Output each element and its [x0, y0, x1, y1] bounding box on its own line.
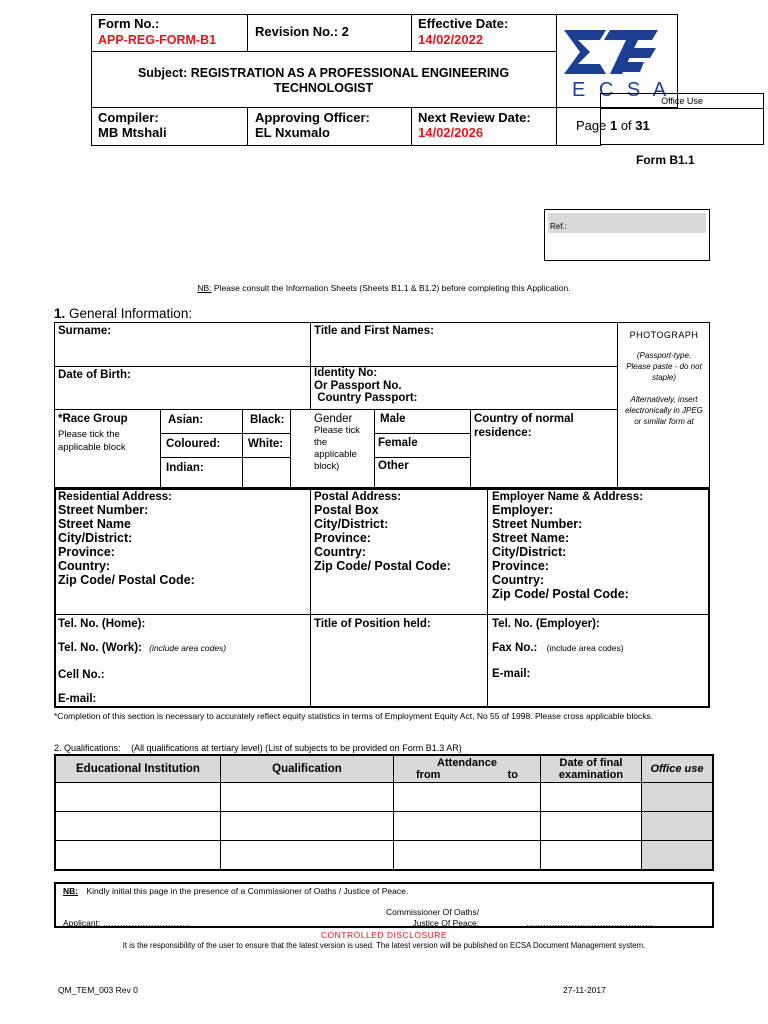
race-black: Black: — [250, 414, 285, 426]
identity-no-label: Identity No: — [314, 367, 378, 379]
residential-address-fields — [58, 503, 195, 587]
cell-date-final[interactable] — [541, 812, 642, 841]
postal-address-label: Postal Address: — [314, 491, 402, 503]
ecsa-logo — [560, 22, 672, 102]
cell-qualification[interactable] — [221, 783, 394, 812]
res-street-number: Street Number: — [58, 503, 149, 517]
photograph-note: (Passport-type. Please paste - do not staple) — [626, 351, 702, 382]
cell-no-label: Cell No.: — [58, 669, 105, 681]
race-group-label: *Race Group — [58, 413, 128, 425]
page-indicator: Page 1 of 31 — [576, 118, 650, 133]
race-coloured: Coloured: — [166, 438, 221, 450]
ecsa-logo-icon — [560, 22, 672, 82]
qualifications-header-row — [55, 755, 713, 783]
cell-institution[interactable] — [55, 841, 221, 871]
controlled-disclosure: CONTROLLED DISCLOSURE — [320, 930, 448, 940]
initial-note: NB: Kindly initial this page in the presence of a Commissioner of Oaths / Justice of Peace. — [63, 886, 409, 896]
col-attendance: Attendance from to — [394, 755, 541, 783]
cell-attendance[interactable] — [394, 841, 541, 871]
table-row — [55, 841, 713, 871]
emp-street-name: Street Name: — [492, 531, 570, 545]
template-date: 27-11-2017 — [563, 985, 606, 995]
emp-province: Province: — [492, 559, 549, 573]
gender-female: Female — [378, 437, 418, 449]
res-country: Country: — [58, 559, 111, 573]
responsibility-note: It is the responsibility of the user to ensure that the latest version is used. The latest version will be published on ECSA Document Management system. — [122, 941, 646, 950]
approving-officer-label: Approving Officer: — [255, 110, 370, 125]
ref-field[interactable]: Ref.: — [548, 213, 706, 233]
emp-employer: Employer: — [492, 503, 554, 517]
surname-label: Surname: — [58, 325, 112, 337]
commissioner-label: Commissioner Of Oaths/ Justice Of Peace: — [386, 907, 480, 928]
cell-office-use — [642, 841, 714, 871]
postal-box: Postal Box — [314, 503, 379, 517]
cell-attendance[interactable] — [394, 812, 541, 841]
template-code: QM_TEM_003 Rev 0 — [58, 985, 138, 995]
cell-office-use — [642, 783, 714, 812]
employer-address-label: Employer Name & Address: — [492, 491, 644, 503]
photograph-title: PHOTOGRAPH — [629, 330, 699, 340]
gender-label: Gender — [314, 413, 353, 425]
office-use-label: Office Use — [601, 94, 763, 109]
compiler-value: MB Mtshali — [98, 125, 167, 140]
col-institution: Educational Institution — [55, 755, 221, 783]
race-group-note: Please tick the applicable block — [58, 429, 126, 453]
cell-attendance[interactable] — [394, 783, 541, 812]
title-first-names-label: Title and First Names: — [314, 325, 434, 337]
employer-address-fields — [492, 503, 629, 601]
tel-employer-label: Tel. No. (Employer): — [492, 618, 600, 630]
emp-country: Country: — [492, 573, 545, 587]
tel-work-row: Tel. No. (Work): (include area codes) — [58, 642, 227, 654]
res-zip: Zip Code/ Postal Code: — [58, 573, 195, 587]
postal-address-fields — [314, 503, 451, 573]
next-review-value: 14/02/2026 — [418, 125, 484, 140]
postal-zip: Zip Code/ Postal Code: — [314, 559, 451, 573]
col-qualification: Qualification — [221, 755, 394, 783]
emp-street-number: Street Number: — [492, 517, 583, 531]
section-1-heading: 1. General Information: — [54, 306, 193, 321]
gender-other: Other — [378, 460, 409, 472]
cell-date-final[interactable] — [541, 841, 642, 871]
cell-institution[interactable] — [55, 812, 221, 841]
subject-line-2: TECHNOLOGIST — [273, 81, 374, 95]
ref-box — [544, 209, 710, 261]
col-office-use: Office use — [642, 755, 714, 783]
tel-home-label: Tel. No. (Home): — [58, 618, 146, 630]
effective-date-value: 14/02/2022 — [418, 32, 484, 47]
dob-label: Date of Birth: — [58, 369, 131, 381]
section-2-heading: 2. Qualifications: (All qualifications at tertiary level) (List of subjects to be provided on Form B1.3 AR) — [54, 743, 462, 753]
compiler-label: Compiler: — [98, 110, 159, 125]
equity-footnote: *Completion of this section is necessary to accurately reflect equity statistics in terms of Employment Equity Act, No 55 of 1998. Please cross applicable blocks. — [54, 711, 654, 721]
initial-box — [54, 882, 714, 928]
qualifications-table — [54, 754, 714, 871]
effective-date-label: Effective Date: — [418, 16, 509, 31]
postal-province: Province: — [314, 531, 371, 545]
photograph-box[interactable] — [618, 323, 709, 487]
applicant-initial-field[interactable]: Applicant: …………………………. — [63, 918, 191, 928]
emp-zip: Zip Code/ Postal Code: — [492, 587, 629, 601]
cell-institution[interactable] — [55, 783, 221, 812]
approving-officer-value: EL Nxumalo — [255, 125, 330, 140]
col-date-final: Date of final examination — [541, 755, 642, 783]
table-row — [55, 812, 713, 841]
race-indian: Indian: — [166, 462, 204, 474]
fax-row: Fax No.: (include area codes) — [492, 642, 624, 654]
email-label: E-mail: — [58, 693, 97, 705]
table-row — [55, 783, 713, 812]
commissioner-initial-field[interactable]: ……………………………………… — [526, 918, 654, 928]
next-review-label: Next Review Date: — [418, 110, 531, 125]
gender-male: Male — [380, 413, 406, 425]
form-no-label: Form No.: — [98, 16, 160, 31]
country-passport-label: Country Passport: — [314, 392, 418, 404]
gender-note: Please tick the applicable block) — [314, 425, 360, 472]
revision-no: Revision No.: 2 — [255, 24, 349, 39]
emp-city: City/District: — [492, 545, 567, 559]
form-id: Form B1.1 — [636, 153, 695, 167]
postal-country: Country: — [314, 545, 367, 559]
race-white: White: — [248, 438, 284, 450]
ecsa-logo-text: E C S A — [572, 79, 671, 101]
race-indian-checkbox[interactable] — [243, 458, 290, 488]
cell-office-use — [642, 812, 714, 841]
subject-line-1: Subject: REGISTRATION AS A PROFESSIONAL ENGINEERING — [137, 66, 510, 80]
res-city: City/District: — [58, 531, 133, 545]
nb-top-note: NB: Please consult the Information Sheets (Sheets B1.1 & B1.2) before completing this Application. — [197, 283, 571, 293]
form-no-value: APP-REG-FORM-B1 — [98, 33, 217, 47]
cell-qualification[interactable] — [221, 812, 394, 841]
cell-date-final[interactable] — [541, 783, 642, 812]
postal-city: City/District: — [314, 517, 389, 531]
residential-address-label: Residential Address: — [58, 491, 172, 503]
passport-no-label: Or Passport No. — [314, 380, 402, 392]
race-asian: Asian: — [168, 414, 204, 426]
photograph-alt-note: Alternatively, insert electronically in JPEG or similar form at — [625, 395, 703, 426]
res-street-name: Street Name — [58, 517, 131, 531]
res-province: Province: — [58, 545, 115, 559]
cell-qualification[interactable] — [221, 841, 394, 871]
race-black-checkbox[interactable] — [243, 410, 290, 433]
email-employer-label: E-mail: — [492, 668, 531, 680]
title-position-label: Title of Position held: — [314, 618, 431, 630]
country-normal-residence-label: Country of normal residence: — [474, 413, 574, 439]
